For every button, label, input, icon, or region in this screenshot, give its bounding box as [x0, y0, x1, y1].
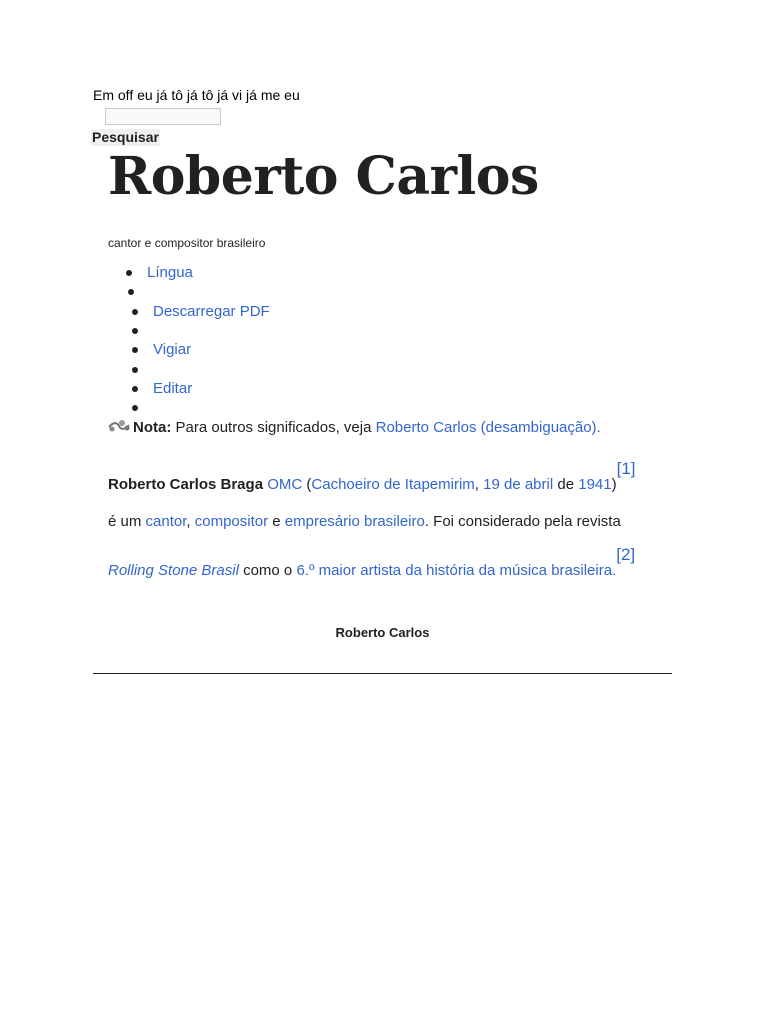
- cantor-link[interactable]: cantor: [145, 513, 187, 530]
- menu-item-lingua[interactable]: Língua: [147, 264, 193, 281]
- disambiguation-link[interactable]: Roberto Carlos (desambiguação).: [375, 419, 601, 436]
- hatnote-label: Nota:: [133, 419, 172, 436]
- menu-item-watch[interactable]: Vigiar: [153, 341, 192, 358]
- menu-item-edit[interactable]: Editar: [153, 380, 193, 397]
- menu-item-download-pdf[interactable]: Descarregar PDF: [153, 303, 270, 320]
- infobox-caption: Roberto Carlos: [335, 625, 430, 640]
- intro-line-1: [108, 459, 636, 494]
- bullet-icon: [132, 328, 138, 334]
- hatnote-text: Para outros significados, veja: [171, 419, 376, 436]
- search-input[interactable]: [105, 108, 221, 125]
- bullet-icon: [132, 309, 138, 315]
- intro-line-2: [108, 513, 621, 531]
- header-text: Em off eu já tô já tô já vi já me eu: [93, 87, 300, 103]
- text-fragment: (: [302, 476, 312, 493]
- search-button[interactable]: Pesquisar: [92, 129, 159, 145]
- text-fragment: como o: [238, 562, 297, 579]
- bullet-icon: [132, 367, 138, 373]
- bullet-icon: [132, 386, 138, 392]
- page-title: Roberto Carlos: [108, 146, 539, 207]
- reference-2[interactable]: [2]: [616, 545, 636, 564]
- text-fragment: ,: [186, 513, 195, 530]
- page-subtitle: cantor e compositor brasileiro: [108, 236, 266, 250]
- disambiguation-icon: [108, 419, 130, 433]
- omc-link[interactable]: OMC: [267, 476, 303, 493]
- birthdate-link[interactable]: 19 de abril: [483, 476, 554, 493]
- rolling-stone-link[interactable]: Rolling Stone Brasil: [108, 562, 239, 579]
- divider: [93, 673, 672, 674]
- intro-line-3: [108, 545, 636, 580]
- reference-1[interactable]: [1]: [616, 459, 636, 478]
- compositor-link[interactable]: compositor: [194, 513, 269, 530]
- text-fragment: ,: [474, 476, 484, 493]
- bullet-icon: [128, 289, 134, 295]
- ranking-link[interactable]: 6.º maior artista da história da música brasileira.: [296, 562, 617, 579]
- birthplace-link[interactable]: Cachoeiro de Itapemirim: [311, 476, 475, 493]
- bullet-icon: [132, 347, 138, 353]
- text-fragment: é um: [108, 513, 146, 530]
- text-fragment: . Foi considerado pela revista: [424, 513, 621, 530]
- birthyear-link[interactable]: 1941: [578, 476, 612, 493]
- hatnote: [108, 419, 601, 437]
- person-name: Roberto Carlos Braga: [108, 476, 264, 493]
- empresario-link[interactable]: empresário brasileiro: [284, 513, 425, 530]
- text-fragment: e: [268, 513, 285, 530]
- text-fragment: de: [553, 476, 579, 493]
- bullet-icon: [132, 405, 138, 411]
- bullet-icon: [126, 270, 132, 276]
- text-fragment: ): [611, 476, 617, 493]
